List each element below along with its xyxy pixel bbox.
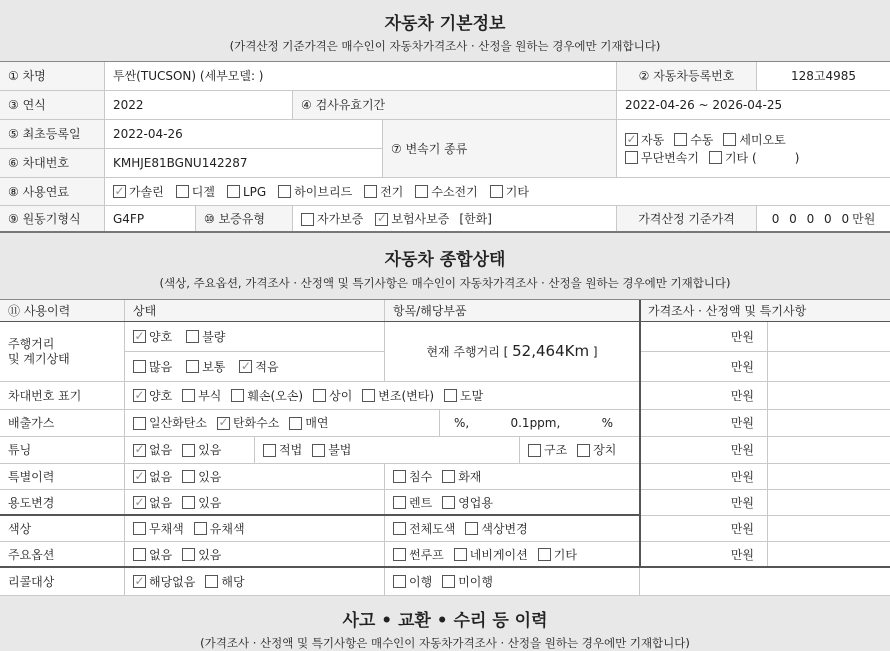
checkbox-option[interactable] bbox=[133, 360, 172, 373]
checkbox-option[interactable] bbox=[239, 360, 278, 373]
checked-checkbox-icon[interactable] bbox=[133, 444, 146, 457]
unchecked-checkbox-icon[interactable] bbox=[442, 575, 455, 588]
unchecked-checkbox-icon[interactable] bbox=[362, 389, 375, 402]
engine-type-label: ⑨ 원동기형식 bbox=[0, 206, 105, 233]
checkbox-label: 불법 bbox=[328, 443, 352, 457]
checkbox-label: 도말 bbox=[460, 388, 484, 403]
checkbox-option[interactable] bbox=[176, 185, 215, 198]
checkbox-label: 해당없음 bbox=[149, 574, 196, 589]
checkbox-option[interactable] bbox=[625, 151, 699, 164]
checkbox-option[interactable] bbox=[133, 548, 172, 561]
checkbox-option[interactable] bbox=[194, 522, 245, 535]
checkbox-option[interactable] bbox=[393, 522, 455, 535]
checkbox-option[interactable] bbox=[393, 470, 432, 483]
checkbox-label: 렌트 bbox=[409, 495, 433, 510]
vin-value: KMHJE81BGNU142287 bbox=[105, 149, 383, 178]
recall-options bbox=[125, 568, 385, 596]
mileage-row-label bbox=[0, 322, 125, 382]
checkbox-option[interactable] bbox=[444, 389, 483, 402]
emission-co-value: %, bbox=[454, 416, 470, 430]
inspection-period-label: ④ 검사유효기간 bbox=[293, 91, 617, 120]
warranty-note: [한화] bbox=[459, 212, 492, 226]
special-history-row-label: 특별이력 bbox=[0, 464, 125, 490]
checked-checkbox-icon[interactable] bbox=[375, 213, 388, 226]
checkbox-label: 있음 bbox=[198, 495, 222, 510]
checkbox-option[interactable] bbox=[538, 548, 577, 561]
unchecked-checkbox-icon[interactable] bbox=[393, 575, 406, 588]
unchecked-checkbox-icon[interactable] bbox=[133, 360, 146, 373]
unchecked-checkbox-icon[interactable] bbox=[278, 185, 291, 198]
unchecked-checkbox-icon[interactable] bbox=[313, 389, 326, 402]
first-reg-label: ⑤ 최초등록일 bbox=[0, 120, 105, 149]
unchecked-checkbox-icon[interactable] bbox=[415, 185, 428, 198]
checkbox-label: 일산화탄소 bbox=[149, 416, 207, 430]
price-cell: 만원 bbox=[640, 542, 768, 568]
checkbox-label: 전체도색 bbox=[409, 521, 456, 536]
unchecked-checkbox-icon[interactable] bbox=[674, 133, 687, 146]
checkbox-label: 미이행 bbox=[458, 574, 493, 589]
unchecked-checkbox-icon[interactable] bbox=[182, 470, 195, 483]
recall-row-label: 리콜대상 bbox=[0, 568, 125, 596]
checkbox-option[interactable] bbox=[182, 444, 221, 457]
checkbox-label: 탄화수소 bbox=[232, 416, 280, 430]
usage-history-header: ⑪ 사용이력 bbox=[0, 300, 125, 322]
checkbox-label: 장치 bbox=[593, 443, 617, 457]
checkbox-label: 자동 bbox=[641, 132, 665, 147]
recall-empty-cell bbox=[640, 568, 890, 596]
unchecked-checkbox-icon[interactable] bbox=[227, 185, 240, 198]
checkbox-label: 변조(변타) bbox=[378, 388, 435, 403]
unchecked-checkbox-icon[interactable] bbox=[182, 389, 195, 402]
year-label: ③ 연식 bbox=[0, 91, 105, 120]
base-price-value bbox=[757, 206, 890, 233]
unchecked-checkbox-icon[interactable] bbox=[176, 185, 189, 198]
checkbox-label: 전기 bbox=[380, 184, 404, 199]
checked-checkbox-icon[interactable] bbox=[239, 360, 252, 373]
tuning-row-label: 튜닝 bbox=[0, 437, 125, 464]
fuel-options bbox=[105, 178, 890, 206]
checkbox-option[interactable] bbox=[133, 522, 184, 535]
checkbox-option[interactable] bbox=[577, 444, 616, 457]
checkbox-label: 무채색 bbox=[149, 521, 184, 536]
transmission-options bbox=[617, 120, 890, 178]
checkbox-label: 없음 bbox=[149, 547, 173, 562]
car-name-label: ① 차명 bbox=[0, 62, 105, 91]
checkbox-option[interactable] bbox=[263, 444, 302, 457]
checkbox-label: 세미오토 bbox=[739, 132, 786, 147]
remark-cell bbox=[768, 542, 890, 568]
checkbox-label: 유채색 bbox=[209, 521, 245, 536]
remark-cell bbox=[768, 410, 890, 437]
year-value: 2022 bbox=[105, 91, 293, 120]
emission-hc-value: 0.1ppm, bbox=[510, 416, 561, 430]
checkbox-option[interactable] bbox=[465, 522, 527, 535]
checkbox-label: 보험사보증 bbox=[391, 212, 450, 226]
checkbox-label: 화재 bbox=[458, 469, 482, 484]
checkbox-option[interactable] bbox=[393, 575, 432, 588]
basic-section-subtitle: (가격산정 기준가격은 매수인이 자동차가격조사 · 산정을 원하는 경우에만 기재합니다) bbox=[229, 39, 661, 53]
checkbox-label: 수동 bbox=[690, 132, 714, 147]
checkbox-option[interactable] bbox=[186, 330, 225, 343]
unchecked-checkbox-icon[interactable] bbox=[490, 185, 503, 198]
unchecked-checkbox-icon[interactable] bbox=[182, 548, 195, 561]
checkbox-option[interactable] bbox=[205, 575, 244, 588]
checkbox-option[interactable] bbox=[133, 575, 195, 588]
remark-cell bbox=[768, 352, 890, 382]
mileage-label-line2: 및 계기상태 bbox=[8, 352, 70, 366]
unchecked-checkbox-icon[interactable] bbox=[301, 213, 314, 226]
transmission-options-row1 bbox=[625, 133, 786, 146]
mileage-state-row1 bbox=[125, 322, 385, 352]
current-mileage-suffix: ] bbox=[589, 344, 598, 359]
checkbox-label: 이행 bbox=[409, 574, 433, 589]
checkbox-option[interactable] bbox=[362, 389, 434, 402]
checkbox-label: LPG bbox=[242, 184, 267, 199]
checkbox-label: 네비게이션 bbox=[469, 547, 528, 562]
engine-type-value: G4FP bbox=[105, 206, 196, 233]
checked-checkbox-icon[interactable] bbox=[133, 389, 146, 402]
unchecked-checkbox-icon[interactable] bbox=[182, 496, 195, 509]
tuning-legal-options bbox=[255, 437, 520, 464]
usage-change-type-options bbox=[385, 490, 640, 516]
recall-done-options bbox=[385, 568, 640, 596]
checked-checkbox-icon[interactable] bbox=[113, 185, 126, 198]
car-name-value: 투싼(TUCSON) (세부모델: ) bbox=[105, 62, 617, 91]
price-cell: 만원 bbox=[640, 410, 768, 437]
checkbox-label: 자가보증 bbox=[317, 212, 364, 226]
unchecked-checkbox-icon[interactable] bbox=[133, 417, 146, 430]
unchecked-checkbox-icon[interactable] bbox=[465, 522, 478, 535]
unchecked-checkbox-icon[interactable] bbox=[528, 444, 541, 457]
unchecked-checkbox-icon[interactable] bbox=[194, 522, 207, 535]
checkbox-option[interactable] bbox=[182, 548, 221, 561]
unchecked-checkbox-icon[interactable] bbox=[393, 548, 406, 561]
checkbox-option[interactable] bbox=[182, 470, 221, 483]
emission-values bbox=[440, 410, 640, 437]
unchecked-checkbox-icon[interactable] bbox=[454, 548, 467, 561]
checkbox-option[interactable] bbox=[133, 470, 172, 483]
current-mileage-km: 52,464Km bbox=[512, 342, 590, 360]
checkbox-label: 있음 bbox=[198, 547, 222, 562]
accident-section-subtitle: (가격조사 · 산정액 및 특기사항은 매수인이 자동차가격조사 · 산정을 원하는 경우에만 기재합니다) bbox=[200, 636, 690, 650]
checkbox-option[interactable] bbox=[393, 496, 432, 509]
unchecked-checkbox-icon[interactable] bbox=[186, 330, 199, 343]
checkbox-option[interactable] bbox=[217, 417, 279, 430]
checkbox-label: 없음 bbox=[149, 443, 173, 457]
checkbox-label: 하이브리드 bbox=[294, 184, 353, 199]
checkbox-option[interactable] bbox=[364, 185, 403, 198]
unchecked-checkbox-icon[interactable] bbox=[538, 548, 551, 561]
checkbox-option[interactable] bbox=[182, 389, 221, 402]
remark-cell bbox=[768, 322, 890, 352]
current-mileage-value bbox=[385, 322, 640, 382]
checkbox-option[interactable] bbox=[674, 133, 713, 146]
emission-options bbox=[125, 410, 440, 437]
checkbox-label: 구조 bbox=[544, 443, 568, 457]
unchecked-checkbox-icon[interactable] bbox=[393, 470, 406, 483]
remark-cell bbox=[768, 437, 890, 464]
checkbox-label: 색상변경 bbox=[481, 521, 528, 536]
checkbox-option[interactable] bbox=[442, 496, 493, 509]
checkbox-label: 기타 bbox=[505, 184, 529, 199]
checkbox-option[interactable] bbox=[313, 389, 352, 402]
unchecked-checkbox-icon[interactable] bbox=[442, 496, 455, 509]
checkbox-option[interactable] bbox=[113, 185, 164, 198]
checkbox-option[interactable] bbox=[415, 185, 477, 198]
checkbox-option[interactable] bbox=[133, 330, 172, 343]
usage-change-row-label: 용도변경 bbox=[0, 490, 125, 516]
remark-cell bbox=[768, 382, 890, 410]
checkbox-label: 양호 bbox=[149, 329, 173, 344]
transmission-options-row2 bbox=[625, 151, 799, 164]
checkbox-option[interactable] bbox=[133, 496, 172, 509]
warranty-label: ⑩ 보증유형 bbox=[196, 206, 293, 233]
checkbox-option[interactable] bbox=[723, 133, 785, 146]
base-price-unit: 만원 bbox=[852, 212, 876, 226]
tuning-type-options bbox=[520, 437, 640, 464]
checkbox-label: 있음 bbox=[198, 443, 222, 457]
divider bbox=[639, 300, 641, 568]
usage-change-options bbox=[125, 490, 385, 516]
color-change-options bbox=[385, 516, 640, 542]
checked-checkbox-icon[interactable] bbox=[133, 575, 146, 588]
unchecked-checkbox-icon[interactable] bbox=[312, 444, 325, 457]
warranty-options bbox=[301, 213, 449, 226]
checkbox-label: 기타 ( ) bbox=[724, 150, 800, 165]
unchecked-checkbox-icon[interactable] bbox=[393, 496, 406, 509]
checkbox-option[interactable] bbox=[528, 444, 567, 457]
checkbox-option[interactable] bbox=[182, 496, 221, 509]
checkbox-option[interactable] bbox=[133, 417, 207, 430]
checked-checkbox-icon[interactable] bbox=[133, 330, 146, 343]
overall-section-title: 자동차 종합상태 bbox=[384, 250, 506, 270]
unchecked-checkbox-icon[interactable] bbox=[133, 548, 146, 561]
emission-row-label: 배출가스 bbox=[0, 410, 125, 437]
checkbox-label: 해당 bbox=[221, 574, 245, 589]
checkbox-label: 침수 bbox=[409, 469, 433, 484]
checkbox-option[interactable] bbox=[289, 417, 328, 430]
checkbox-option[interactable] bbox=[133, 389, 172, 402]
price-cell: 만원 bbox=[640, 516, 768, 542]
reg-no-label: ② 자동차등록번호 bbox=[617, 62, 757, 91]
unchecked-checkbox-icon[interactable] bbox=[723, 133, 736, 146]
checkbox-option[interactable] bbox=[393, 548, 444, 561]
checkbox-option[interactable] bbox=[278, 185, 352, 198]
checkbox-option[interactable] bbox=[301, 213, 363, 226]
checkbox-option[interactable] bbox=[442, 575, 493, 588]
checked-checkbox-icon[interactable] bbox=[217, 417, 230, 430]
remark-cell bbox=[768, 490, 890, 516]
unchecked-checkbox-icon[interactable] bbox=[444, 389, 457, 402]
inspection-period-value: 2022-04-26 ~ 2026-04-25 bbox=[617, 91, 890, 120]
checkbox-label: 무단변속기 bbox=[641, 150, 699, 165]
checkbox-label: 있음 bbox=[198, 469, 222, 484]
price-cell: 만원 bbox=[640, 352, 768, 382]
checkbox-option[interactable] bbox=[312, 444, 351, 457]
price-cell: 만원 bbox=[640, 437, 768, 464]
checked-checkbox-icon[interactable] bbox=[133, 470, 146, 483]
warranty-options-cell bbox=[293, 206, 617, 233]
state-header: 상태 bbox=[125, 300, 385, 322]
checkbox-option[interactable] bbox=[709, 151, 800, 164]
price-cell: 만원 bbox=[640, 382, 768, 410]
checkbox-label: 적법 bbox=[279, 443, 303, 457]
checkbox-label: 수소전기 bbox=[431, 184, 478, 199]
checkbox-label: 많음 bbox=[149, 359, 173, 374]
color-row-label: 색상 bbox=[0, 516, 125, 542]
unchecked-checkbox-icon[interactable] bbox=[625, 151, 638, 164]
unchecked-checkbox-icon[interactable] bbox=[133, 522, 146, 535]
current-mileage-prefix: 현재 주행거리 [ bbox=[426, 344, 513, 359]
checkbox-option[interactable] bbox=[186, 360, 225, 373]
unchecked-checkbox-icon[interactable] bbox=[709, 151, 722, 164]
special-history-options bbox=[125, 464, 385, 490]
main-options-row-label: 주요옵션 bbox=[0, 542, 125, 568]
basic-section-title: 자동차 기본정보 bbox=[384, 14, 506, 34]
unchecked-checkbox-icon[interactable] bbox=[577, 444, 590, 457]
checkbox-option[interactable] bbox=[490, 185, 529, 198]
price-header: 가격조사 · 산정액 및 특기사항 bbox=[640, 300, 890, 322]
unchecked-checkbox-icon[interactable] bbox=[205, 575, 218, 588]
checkbox-option[interactable] bbox=[375, 213, 449, 226]
main-options-type bbox=[385, 542, 640, 568]
checkbox-option[interactable] bbox=[231, 389, 303, 402]
checkbox-label: 적음 bbox=[255, 359, 279, 374]
checkbox-label: 없음 bbox=[149, 469, 173, 484]
checkbox-label: 양호 bbox=[149, 388, 173, 403]
mileage-state-row2 bbox=[125, 352, 385, 382]
unchecked-checkbox-icon[interactable] bbox=[182, 444, 195, 457]
checkbox-option[interactable] bbox=[625, 133, 664, 146]
color-options bbox=[125, 516, 385, 542]
unchecked-checkbox-icon[interactable] bbox=[289, 417, 302, 430]
unchecked-checkbox-icon[interactable] bbox=[263, 444, 276, 457]
mileage-label-line1: 주행거리 bbox=[8, 337, 55, 351]
fuel-label: ⑧ 사용연료 bbox=[0, 178, 105, 206]
checkbox-option[interactable] bbox=[442, 470, 481, 483]
price-cell: 만원 bbox=[640, 490, 768, 516]
checkbox-label: 부식 bbox=[198, 388, 222, 403]
checkbox-label: 썬루프 bbox=[409, 547, 444, 562]
item-header: 항목/해당부품 bbox=[385, 300, 640, 322]
checkbox-label: 불량 bbox=[202, 329, 226, 344]
vin-mark-row-label: 차대번호 표기 bbox=[0, 382, 125, 410]
checked-checkbox-icon[interactable] bbox=[133, 496, 146, 509]
unchecked-checkbox-icon[interactable] bbox=[442, 470, 455, 483]
checkbox-label: 영업용 bbox=[458, 495, 493, 510]
accident-section-title: 사고 • 교환 • 수리 등 이력 bbox=[342, 611, 548, 631]
special-history-type-options bbox=[385, 464, 640, 490]
checkbox-label: 디젤 bbox=[191, 184, 215, 199]
checkbox-label: 상이 bbox=[329, 388, 353, 403]
checkbox-label: 보통 bbox=[202, 359, 226, 374]
emission-smoke-value: % bbox=[601, 416, 613, 430]
base-price-label: 가격산정 기준가격 bbox=[617, 206, 757, 233]
unchecked-checkbox-icon[interactable] bbox=[364, 185, 377, 198]
unchecked-checkbox-icon[interactable] bbox=[186, 360, 199, 373]
transmission-label: ⑦ 변속기 종류 bbox=[383, 120, 617, 178]
first-reg-value: 2022-04-26 bbox=[105, 120, 383, 149]
checkbox-label: 기타 bbox=[553, 547, 577, 562]
checkbox-option[interactable] bbox=[454, 548, 528, 561]
base-price-digits: 0 0 0 0 0 bbox=[771, 212, 853, 226]
tuning-exist-options bbox=[125, 437, 255, 464]
reg-no-value: 128고4985 bbox=[757, 62, 890, 91]
remark-cell bbox=[768, 464, 890, 490]
checked-checkbox-icon[interactable] bbox=[625, 133, 638, 146]
checkbox-label: 매연 bbox=[305, 416, 329, 430]
main-options-exist bbox=[125, 542, 385, 568]
overall-section-subtitle: (색상, 주요옵션, 가격조사 · 산정액 및 특기사항은 매수인이 자동차가격조사 · 산정을 원하는 경우에만 기재합니다) bbox=[159, 276, 731, 290]
divider bbox=[0, 231, 890, 233]
remark-cell bbox=[768, 516, 890, 542]
checkbox-label: 가솔린 bbox=[129, 184, 164, 199]
checkbox-option[interactable] bbox=[133, 444, 172, 457]
unchecked-checkbox-icon[interactable] bbox=[393, 522, 406, 535]
unchecked-checkbox-icon[interactable] bbox=[231, 389, 244, 402]
vin-mark-options bbox=[125, 382, 640, 410]
checkbox-label: 훼손(오손) bbox=[247, 388, 304, 403]
price-cell: 만원 bbox=[640, 464, 768, 490]
checkbox-option[interactable] bbox=[227, 185, 266, 198]
vin-label: ⑥ 차대번호 bbox=[0, 149, 105, 178]
checkbox-label: 없음 bbox=[149, 495, 173, 510]
price-cell: 만원 bbox=[640, 322, 768, 352]
